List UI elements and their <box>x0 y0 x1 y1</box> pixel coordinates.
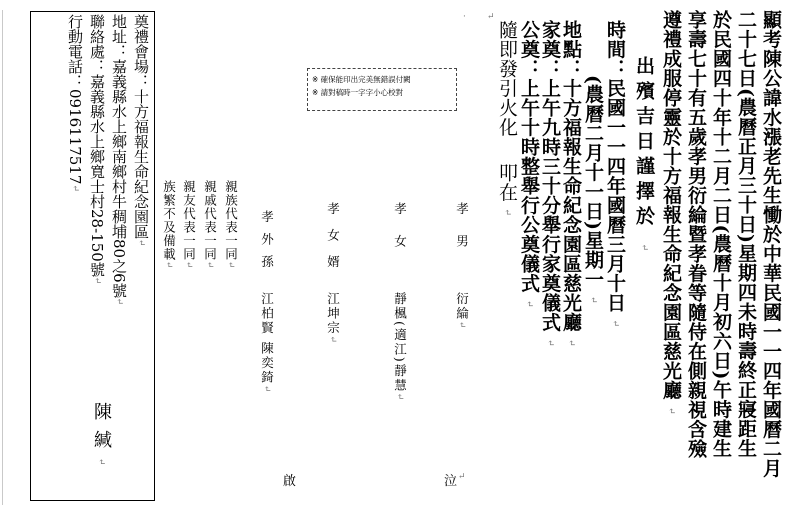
return-mark: ↵ <box>524 300 534 309</box>
announcement-col-3 <box>711 10 730 458</box>
address-line: 地址：嘉義縣水上鄉南鄉村牛稠埔80之6號↵ <box>110 14 128 306</box>
announcement-col-11 <box>519 20 538 308</box>
paragraph-mark: ↵ <box>487 12 495 22</box>
return-mark: ↵ <box>666 407 676 416</box>
announcement-line: 於民國四十年十二月二日(農曆十月初六日)午時建生 <box>710 10 732 458</box>
announcement-line: 顯考陳公諱水漲老先生慟於中華民國一一四年國曆二月 <box>760 10 782 478</box>
announcement-col-12 <box>497 20 516 137</box>
return-mark: ↵ <box>545 339 555 348</box>
representative-line: 親戚代表一同↵ <box>202 180 218 270</box>
announcement-col-4 <box>686 10 705 459</box>
paragraph-mark: · <box>463 12 466 22</box>
return-mark: ↵ <box>458 472 466 482</box>
mourner-role: 孝男 <box>454 202 470 267</box>
representative-line: 親族代表一同↵ <box>223 180 239 270</box>
announcement-line: 二十七日(農曆正月三十日)星期四未時壽終正寢距生 <box>735 10 757 458</box>
return-mark: ↵ <box>639 243 649 258</box>
announcement-line: 時間：民國一一四年國曆三月十日 <box>604 20 626 313</box>
signer-name: 陳緘↵ <box>91 402 112 476</box>
return-mark: ↵ <box>566 339 576 348</box>
venue-line: 奠禮會場：十方福報生命紀念園區↵ <box>132 14 150 247</box>
notice-line: ※ 請對稿時一字字小心校對 <box>312 88 404 97</box>
mobile-line: 行動電話：0916117517↵ <box>66 14 84 192</box>
return-mark: ↵ <box>588 296 598 305</box>
notice-line: ※ 確保能印出完美無錯誤付闕 <box>312 75 411 84</box>
announcement-col-13 <box>497 163 516 217</box>
announcement-line: 享壽七十有五歲孝男衍綸暨孝眷等隨侍在側親視含殮 <box>685 10 707 459</box>
announcement-line: 遵禮成服停靈於十方福報生命紀念園區慈光廳 <box>660 10 682 400</box>
announcement-col-5 <box>661 10 680 415</box>
mourner-names: 衍綸↵ <box>454 292 470 331</box>
contact-address-line: 聯絡處：嘉義縣水上鄉寬士村28-150號↵ <box>88 14 106 285</box>
mourner-names: 江柏賢 陳奕錡↵ <box>259 292 275 395</box>
announcement-col-2 <box>736 10 755 458</box>
representative-line: 族繁不及備載↵ <box>161 180 177 270</box>
announcement-line: 公奠：上午十時整舉行公奠儀式 <box>518 20 540 293</box>
mourner-role: 孝外孫 <box>259 210 275 278</box>
qi-text: 啟 <box>283 474 297 489</box>
announcement-col-6 <box>634 56 653 257</box>
announcement-col-10 <box>540 20 559 347</box>
proofread-notice <box>307 68 457 111</box>
announcement-col-7 <box>605 20 624 328</box>
page-edge <box>2 10 3 505</box>
announcement-line: 叩在 <box>496 163 518 202</box>
announcement-col-1 <box>761 10 780 478</box>
contact-box <box>30 11 155 501</box>
return-mark: ↵ <box>502 208 512 217</box>
return-mark: ↵ <box>610 319 620 328</box>
mourner-names: 江坤宗↵ <box>325 292 341 346</box>
mourner-role: 孝女 <box>392 202 408 267</box>
announcement-line: 出殯吉日謹擇於 <box>633 56 655 231</box>
mourner-role: 孝女婿 <box>325 202 341 282</box>
qi2-text: 泣 <box>444 474 458 489</box>
announcement-line: 隨即發引火化 <box>496 20 518 137</box>
representative-line: 親友代表一同↵ <box>181 180 197 270</box>
announcement-line: 家奠：上午九時三十分舉行家奠儀式 <box>539 20 561 332</box>
announcement-col-9 <box>561 20 580 347</box>
announcement-col-8 <box>583 75 602 304</box>
announcement-line: (農曆二月十一日)星期一 <box>582 75 604 289</box>
mourner-names: 靜楓(適江)靜慧↵ <box>392 292 408 403</box>
announcement-line: 地點：十方福報生命紀念園區慈光廳 <box>560 20 582 332</box>
